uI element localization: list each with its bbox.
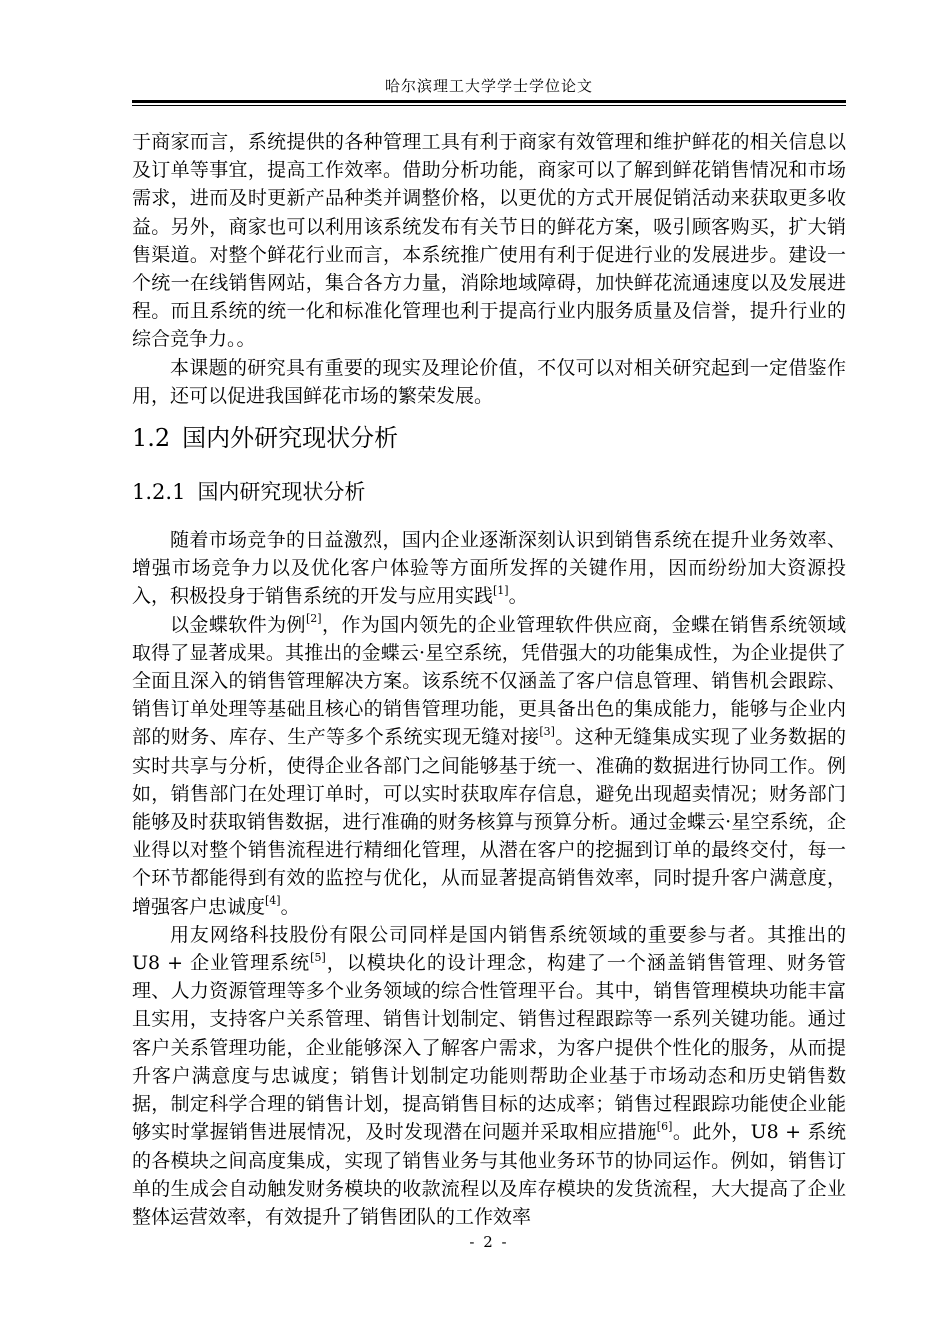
- paragraph-market-competition: [132, 526, 846, 611]
- paragraph-kingdee: [132, 611, 846, 921]
- text-run: 。此外，U8 + 系统的各模块之间高度集成，实现了销售业务与其他业务环节的协同运作。例如，销售订单的生成会自动触发财务模块的收款流程以及库存模块的发货流程，大大提高了企业整体运营效率，有效提升了销售团队的工作效率: [132, 1121, 846, 1228]
- section-title: 国内外研究现状分析: [182, 424, 399, 453]
- text-run: 。: [280, 895, 300, 918]
- page-number: - 2 -: [469, 1233, 509, 1251]
- header-rule-thick: [132, 100, 846, 103]
- text-run: ，作为国内领先的企业管理软件供应商，金蝶在销售系统领域取得了显著成果。其推出的金蝶云·星空系统，凭借强大的功能集成性，为企业提供了全面且深入的销售管理解决方案。该系统不仅涵盖了客户信息管理、销售机会跟踪、销售订单处理等基础且核心的销售管理功能，更具备出色的集成能力，能够与企业内部的财务、库存、生产等多个系统实现无缝对接: [132, 613, 846, 749]
- text-run: 。: [508, 585, 528, 608]
- header-rule-thin: [132, 105, 846, 106]
- subsection-title: 国内研究现状分析: [197, 480, 366, 505]
- section-number: 1.2: [132, 424, 171, 453]
- text-run: 以金蝶软件为例: [170, 613, 306, 636]
- text-run: 用友网络科技股份有限公司同样是国内销售系统领域的重要参与者。其推出的 U8 + 企业管理系统: [132, 923, 846, 975]
- section-heading-1-2: [132, 418, 846, 466]
- page-header: 哈尔滨理工大学学士学位论文: [384, 77, 593, 95]
- page-body: [132, 128, 846, 1231]
- text-run: 随着市场竞争的日益激烈，国内企业逐渐深刻认识到销售系统在提升业务效率、增强市场竞争力以及优化客户体验等方面所发挥的关键作用，因而纷纷加大资源投入，积极投身于销售系统的开发与应用实践: [132, 529, 846, 608]
- citation-ref-5: [5]: [310, 950, 326, 964]
- paragraph-research-value: 本课题的研究具有重要的现实及理论价值，不仅可以对相关研究起到一定借鉴作用，还可以促进我国鲜花市场的繁荣发展。: [132, 356, 846, 407]
- citation-ref-6: [6]: [656, 1119, 673, 1133]
- citation-ref-2: [2]: [305, 612, 322, 626]
- citation-ref-4: [4]: [265, 894, 281, 908]
- citation-ref-3: [3]: [539, 725, 555, 739]
- text-run: ，以模块化的设计理念，构建了一个涵盖销售管理、财务管理、人力资源管理等多个业务领域的综合性管理平台。其中，销售管理模块功能丰富且实用，支持客户关系管理、销售计划制定、销售过程跟踪等一系列关键功能。通过客户关系管理功能，企业能够深入了解客户需求，为客户提供个性化的服务，从而提升客户满意度与忠诚度；销售计划制定功能则帮助企业基于市场动态和历史销售数据，制定科学合理的销售计划，提高销售目标的达成率；销售过程跟踪功能使企业能够实时掌握销售进展情况，及时发现潜在问题并采取相应措施: [132, 952, 846, 1144]
- text-run: 。这种无缝集成实现了业务数据的实时共享与分析，使得企业各部门之间能够基于统一、准确的数据进行协同工作。例如，销售部门在处理订单时，可以实时获取库存信息，避免出现超卖情况；财务部门能够及时获取销售数据，进行准确的财务核算与预算分析。通过金蝶云·星空系统，企业得以对整个销售流程进行精细化管理，从潜在客户的挖掘到订单的最终交付，每一个环节都能得到有效的监控与优化，从而显著提高销售效率，同时提升客户满意度，增强客户忠诚度: [132, 726, 846, 918]
- paragraph-yonyou: [132, 921, 846, 1231]
- citation-ref-1: [1]: [493, 584, 509, 598]
- subsection-number: 1.2.1: [132, 480, 186, 505]
- subsection-heading-1-2-1: [132, 474, 846, 526]
- paragraph-merchant-benefits: 于商家而言，系统提供的各种管理工具有利于商家有效管理和维护鲜花的相关信息以及订单等事宜，提高工作效率。借助分析功能，商家可以了解到鲜花销售情况和市场需求，进而及时更新产品种类并调整价格，以更优的方式开展促销活动来获取更多收益。另外，商家也可以利用该系统发布有关节日的鲜花方案，吸引顾客购买，扩大销售渠道。对整个鲜花行业而言，本系统推广使用有利于促进行业的发展进步。建设一个统一在线销售网站，集合各方力量，消除地域障碍，加快鲜花流通速度以及发展进程。而且系统的统一化和标准化管理也利于提高行业内服务质量及信誉，提升行业的综合竞争力。。: [132, 131, 846, 351]
